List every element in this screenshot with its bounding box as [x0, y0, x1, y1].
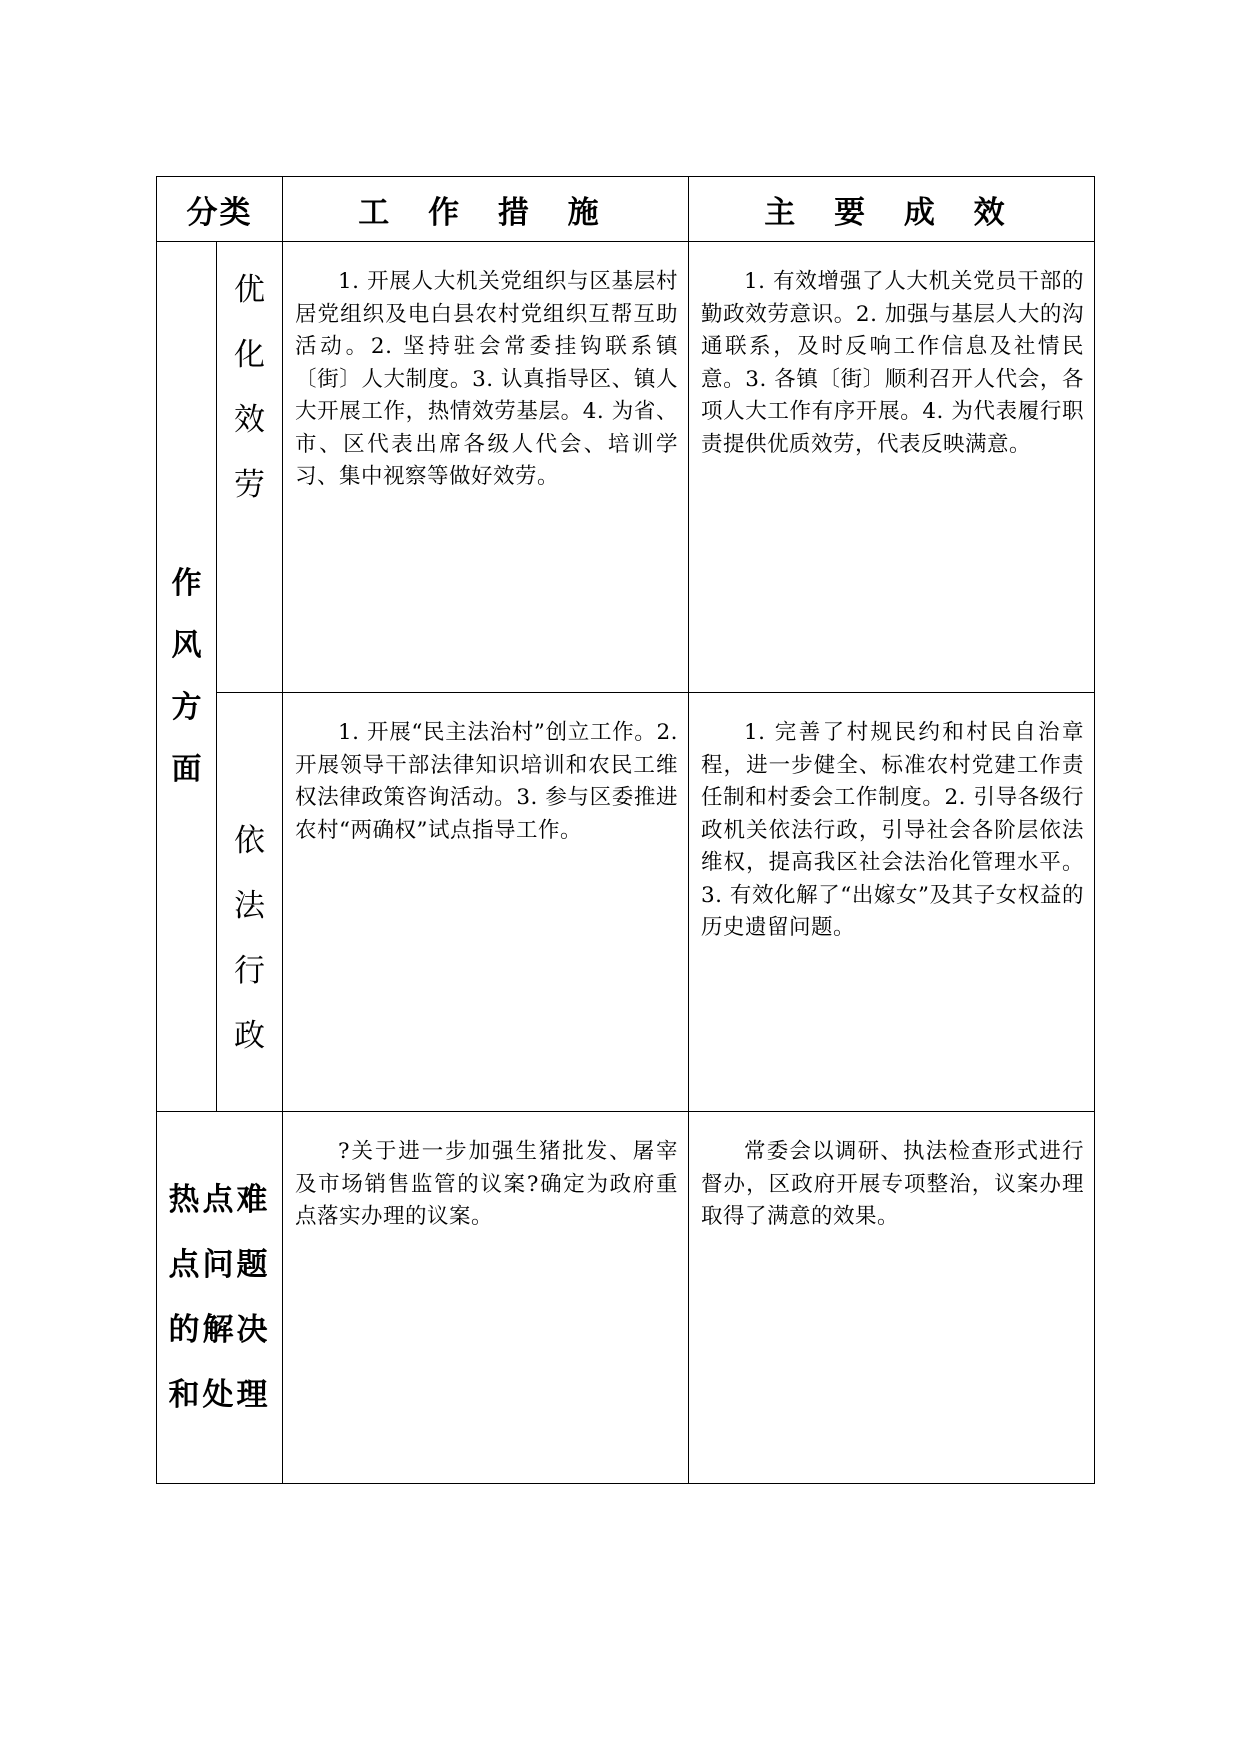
subcategory-char: 依 [234, 823, 265, 859]
subcategory-service-label [217, 242, 283, 693]
subcategory-char: 化 [234, 337, 265, 373]
subcategory-char: 优 [234, 272, 265, 308]
subcategory-law-label [217, 693, 283, 1112]
table-row [157, 1112, 1095, 1484]
category-char: 作 [171, 565, 202, 601]
category-line: 热点难 [168, 1181, 271, 1218]
measures-cell: 1. 开展人大机关党组织与区基层村居党组织及电白县农村党组织互帮互助活动。2. 坚持驻会常委挂钩联系镇〔街〕人大制度。3. 认真指导区、镇人大开展工作，热情效劳基层。4. 为省、市、区代表出席各级人代会、培训学习、集中视察等做好效劳。 [283, 242, 689, 693]
category-line: 点问题 [168, 1246, 271, 1283]
table-row [157, 242, 1095, 693]
measures-cell: ?关于进一步加强生猪批发、屠宰及市场销售监管的议案?确定为政府重点落实办理的议案。 [283, 1112, 689, 1484]
results-cell: 1. 有效增强了人大机关党员干部的勤政效劳意识。2. 加强与基层人大的沟通联系，及时反响工作信息及社情民意。3. 各镇〔街〕顺利召开人代会，各项人大工作有序开展。4. 为代表履行职责提供优质效劳，代表反映满意。 [689, 242, 1095, 693]
category-hot-issues-label [157, 1112, 283, 1484]
subcategory-char: 法 [234, 888, 265, 924]
category-char: 方 [171, 689, 202, 725]
category-line: 的解决 [168, 1311, 271, 1348]
category-line: 和处理 [168, 1376, 271, 1413]
category-style-label [157, 242, 217, 1112]
subcategory-char: 行 [234, 953, 265, 989]
results-cell: 1. 完善了村规民约和村民自治章程，进一步健全、标准农村党建工作责任制和村委会工作制度。2. 引导各级行政机关依法行政，引导社会各阶层依法维权，提高我区社会法治化管理水平。3. 有效化解了“出嫁女”及其子女权益的历史遗留问题。 [689, 693, 1095, 1112]
subcategory-char: 效 [234, 402, 265, 438]
measures-cell: 1. 开展“民主法治村”创立工作。2. 开展领导干部法律知识培训和农民工维权法律政策咨询活动。3. 参与区委推进农村“两确权”试点指导工作。 [283, 693, 689, 1112]
results-cell: 常委会以调研、执法检查形式进行督办，区政府开展专项整治，议案办理取得了满意的效果。 [689, 1112, 1095, 1484]
header-results: 主 要 成 效 [689, 177, 1095, 242]
header-measures: 工 作 措 施 [283, 177, 689, 242]
header-category: 分类 [157, 177, 283, 242]
category-char: 风 [171, 627, 202, 663]
subcategory-char: 劳 [234, 467, 265, 503]
work-measures-table [156, 176, 1095, 1484]
category-char: 面 [171, 751, 202, 787]
subcategory-char: 政 [234, 1018, 265, 1054]
table-header-row [157, 177, 1095, 242]
table-row [157, 693, 1095, 1112]
